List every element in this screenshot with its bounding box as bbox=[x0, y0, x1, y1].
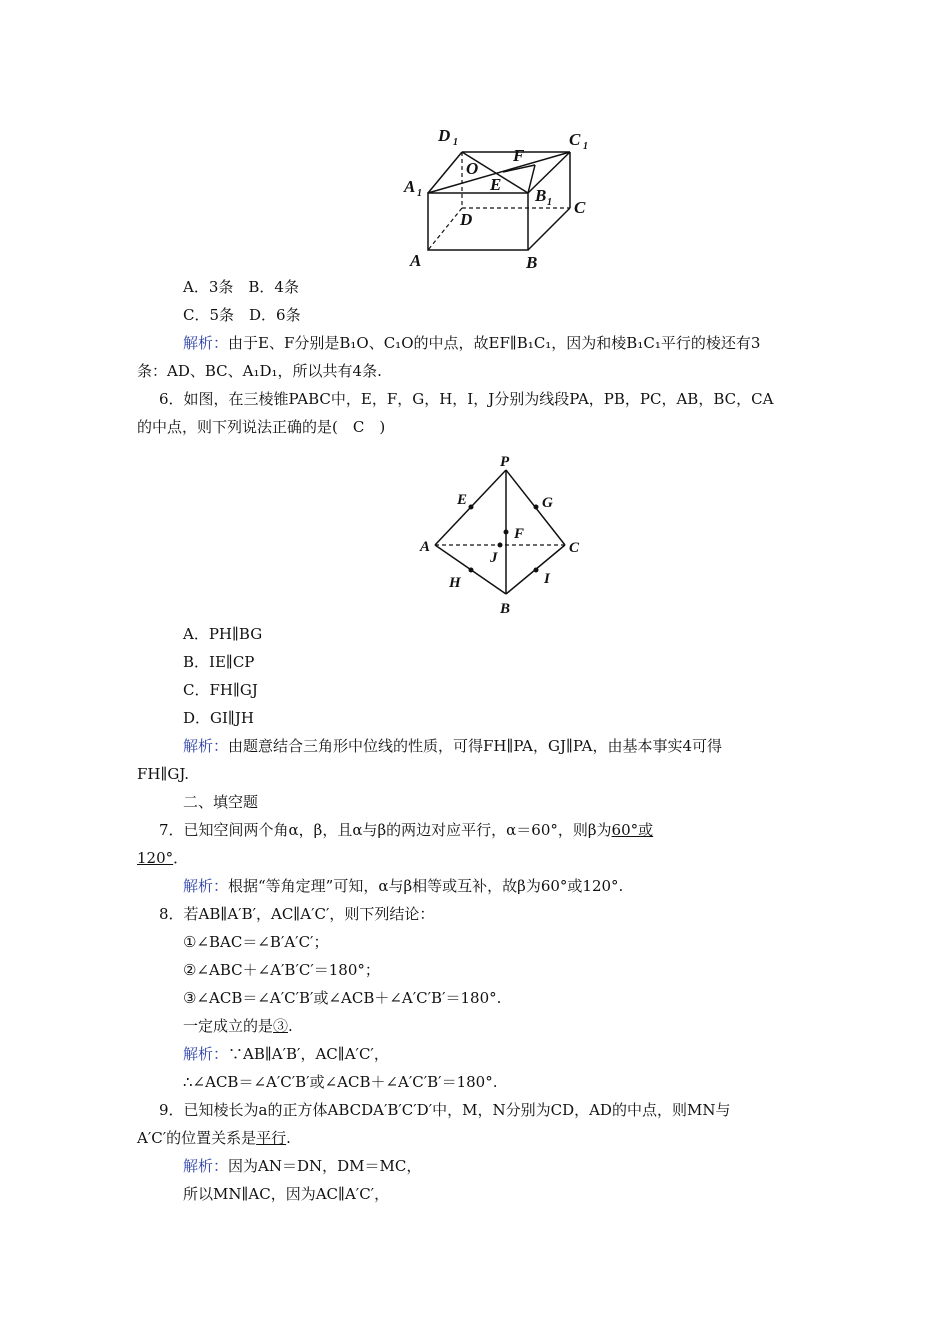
analysis-text: 由题意结合三角形中位线的性质，可得FH∥PA，GJ∥PA，由基本事实4可得 bbox=[228, 737, 723, 755]
label-C1: C bbox=[569, 130, 581, 149]
label-D1: D bbox=[438, 126, 451, 145]
label-A1: A bbox=[404, 177, 416, 196]
q6-analysis-line-1 bbox=[183, 736, 722, 756]
label-E: E bbox=[457, 492, 468, 508]
label-G: G bbox=[542, 495, 553, 511]
q6-option-c: C．FH∥GJ bbox=[183, 681, 258, 699]
label-D1-sub: 1 bbox=[453, 137, 458, 148]
q8-answer: ③ bbox=[273, 1017, 289, 1035]
q8-item-3: ③∠ACB＝∠A′C′B′或∠ACB＋∠A′C′B′＝180°. bbox=[183, 989, 502, 1007]
q9-analysis-line-1 bbox=[183, 1156, 421, 1176]
point-E bbox=[469, 505, 474, 510]
q9-stem-text: A′C′的位置关系是 bbox=[137, 1129, 257, 1147]
label-A: A bbox=[420, 539, 431, 555]
q6-stem-line-1: 6．如图，在三棱锥PABC中，E，F，G，H，I，J分别为线段PA，PB，PC，AB，BC，CA bbox=[159, 390, 774, 408]
q7-stem-end: ． bbox=[173, 849, 189, 867]
q7-stem-line-1 bbox=[159, 820, 653, 840]
label-A1-sub: 1 bbox=[417, 188, 422, 199]
point-G bbox=[534, 505, 539, 510]
point-H bbox=[469, 568, 474, 573]
analysis-label: 解析： bbox=[183, 737, 229, 755]
q6-option-b: B．IE∥CP bbox=[183, 653, 255, 671]
q9-answer: 平行 bbox=[256, 1129, 287, 1147]
q8-analysis-line-1 bbox=[183, 1044, 389, 1064]
tetrahedron-figure bbox=[410, 448, 590, 618]
front-face bbox=[428, 193, 528, 250]
q8-conclusion-text: 一定成立的是 bbox=[183, 1017, 274, 1035]
q6-stem-line-2: 的中点，则下列说法正确的是( C ) bbox=[137, 418, 386, 436]
label-B1-sub: 1 bbox=[547, 197, 552, 208]
section-heading: 二、填空题 bbox=[183, 793, 259, 811]
label-B: B bbox=[526, 253, 538, 272]
label-J: J bbox=[490, 550, 498, 566]
q5-analysis-line-1 bbox=[183, 333, 760, 353]
q7-analysis bbox=[183, 876, 623, 896]
label-I: I bbox=[544, 571, 550, 587]
analysis-label: 解析： bbox=[183, 1045, 229, 1063]
label-A: A bbox=[410, 251, 422, 270]
q8-item-1: ①∠BAC＝∠B′A′C′； bbox=[183, 933, 329, 951]
q8-conclusion-end: . bbox=[288, 1017, 293, 1035]
point-J bbox=[498, 543, 503, 548]
analysis-label: 解析： bbox=[183, 877, 229, 895]
label-B: B bbox=[500, 601, 511, 617]
q6-option-a: A．PH∥BG bbox=[183, 625, 263, 643]
q9-stem-line-1: 9．已知棱长为a的正方体ABCDA′B′C′D′中，M，N分别为CD，AD的中点，则MN与 bbox=[159, 1101, 731, 1119]
label-F: F bbox=[514, 526, 525, 542]
analysis-text: 因为AN＝DN，DM＝MC， bbox=[228, 1157, 422, 1175]
analysis-text: 由于E、F分别是B₁O、C₁O的中点，故EF∥B₁C₁，因为和棱B₁C₁平行的棱还有3 bbox=[228, 334, 761, 352]
point-I bbox=[534, 568, 539, 573]
q7-answer-part-2: 120° bbox=[137, 849, 174, 867]
label-C1-sub: 1 bbox=[583, 141, 588, 152]
q7-stem-text: 7．已知空间两个角α，β，且α与β的两边对应平行，α＝60°，则β为 bbox=[159, 821, 612, 839]
q7-stem-line-2 bbox=[137, 848, 188, 868]
label-P: P bbox=[500, 454, 510, 470]
q6-option-d: D．GI∥JH bbox=[183, 709, 254, 727]
label-E: E bbox=[490, 175, 502, 194]
q6-analysis-line-2: FH∥GJ. bbox=[137, 765, 190, 783]
label-B1: B bbox=[535, 186, 547, 205]
analysis-label: 解析： bbox=[183, 334, 229, 352]
analysis-text: ∵AB∥A′B′，AC∥A′C′， bbox=[228, 1045, 389, 1063]
q7-answer-part-1: 60°或 bbox=[611, 821, 654, 839]
q5-options-ab: A．3条 B．4条 bbox=[183, 278, 299, 296]
label-C: C bbox=[569, 540, 580, 556]
q8-conclusion bbox=[183, 1016, 293, 1036]
analysis-label: 解析： bbox=[183, 1157, 229, 1175]
label-C: C bbox=[574, 198, 586, 217]
q8-analysis-line-2: ∴∠ACB＝∠A′C′B′或∠ACB＋∠A′C′B′＝180°. bbox=[183, 1073, 498, 1091]
q9-analysis-line-2: 所以MN∥AC，因为AC∥A′C′， bbox=[183, 1185, 390, 1203]
label-O: O bbox=[466, 159, 479, 178]
label-D: D bbox=[460, 210, 473, 229]
analysis-text: 根据“等角定理”可知，α与β相等或互补，故β为60°或120°. bbox=[228, 877, 624, 895]
cuboid-figure bbox=[395, 120, 605, 280]
q5-analysis-line-2: 条：AD、BC、A₁D₁，所以共有4条. bbox=[137, 362, 382, 380]
label-F: F bbox=[513, 146, 525, 165]
point-F bbox=[504, 530, 509, 535]
q8-stem: 8．若AB∥A′B′，AC∥A′C′，则下列结论： bbox=[159, 905, 435, 923]
q5-options-cd: C．5条 D．6条 bbox=[183, 306, 301, 324]
label-H: H bbox=[449, 575, 461, 591]
q8-item-2: ②∠ABC＋∠A′B′C′＝180°； bbox=[183, 961, 380, 979]
q9-stem-line-2 bbox=[137, 1128, 291, 1148]
q9-stem-end: . bbox=[286, 1129, 291, 1147]
